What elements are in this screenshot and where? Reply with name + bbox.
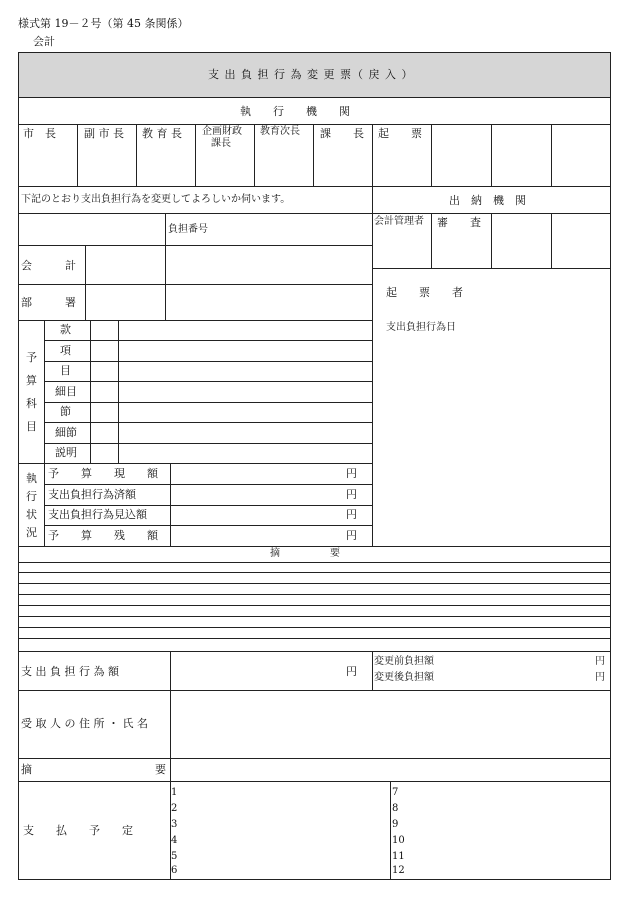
shicho-label: 市 長 [23,127,56,140]
henkogo-yen: 円 [595,672,605,683]
yen-unit-3: 円 [346,508,357,521]
yen-unit-2: 円 [346,488,357,501]
henkomae-yen: 円 [595,656,605,667]
busho-label: 部 署 [21,296,76,309]
fukushicho-label: 副 市 長 [84,127,124,140]
futan-mikomigaku-label: 支出負担行為見込額 [48,508,147,521]
moku-label: 目 [60,364,71,377]
kihyo-col-label: 起 票 [378,127,422,140]
kan-label: 款 [60,323,71,336]
futan-sumigaku-label: 支出負担行為済額 [48,488,136,501]
shinsa-label: 審 査 [437,216,481,229]
yen-unit-1: 円 [346,467,357,480]
tekiyo-right-char: 要 [155,763,166,776]
kacho-label: 課 長 [320,127,364,140]
shikko-char-4: 況 [26,526,37,539]
schedule-num-2: 2 [171,803,178,814]
kikaku-zaisei-label: 企画財政 [202,126,242,137]
schedule-num-10: 10 [392,835,405,846]
form-frame [18,52,611,880]
schedule-num-7: 7 [392,787,399,798]
yen-unit-4: 円 [346,529,357,542]
schedule-num-12: 12 [392,865,405,876]
shikko-char-3: 状 [26,508,37,521]
shikko-kikan-header: 執 行 機 関 [240,105,350,118]
henkomae-futangaku-label: 変更前負担額 [374,656,434,667]
schedule-num-5: 5 [171,851,178,862]
shikko-char-1: 執 [26,472,37,485]
uketorinin-label: 受 取 人 の 住 所 ・ 氏 名 [21,717,148,730]
schedule-num-9: 9 [392,819,399,830]
setsumei-label: 説明 [55,446,77,459]
schedule-num-8: 8 [392,803,399,814]
kihyosha-label: 起 票 者 [386,286,463,299]
futan-gaku-label: 支 出 負 担 行 為 額 [21,665,119,678]
suitou-kikan-header: 出 納 機 関 [449,194,526,207]
schedule-num-1: 1 [171,787,178,798]
futan-gaku-yen: 円 [346,665,357,678]
setsu-label: 節 [60,405,71,418]
yosan-char-3: 科 [26,397,37,410]
shikko-char-2: 行 [26,490,37,503]
futan-date-label: 支出負担行為日 [386,322,456,333]
schedule-num-6: 6 [171,865,178,876]
yosan-gengaku-label: 予 算 現 額 [48,467,158,480]
kaikei-label: 会 計 [21,259,76,272]
kaikei-kanrisha-label: 会計管理者 [374,216,424,227]
yosan-char-4: 目 [26,420,37,433]
kacho-sub-label: 課長 [211,138,231,149]
yosan-char-1: 予 [26,351,37,364]
kyoikucho-label: 教 育 長 [142,127,182,140]
kaikei-header: 会計 [33,35,55,48]
yosan-char-2: 算 [26,374,37,387]
kyoiku-jicho-label: 教育次長 [260,126,300,137]
saimoku-label: 細目 [55,385,77,398]
futan-bango-label: 負担番号 [168,224,208,235]
saisetsu-label: 細節 [55,426,77,439]
ko-label: 項 [60,344,71,357]
tekiyo-header: 摘 要 [270,548,340,559]
yosan-zangaku-label: 予 算 残 額 [48,529,158,542]
request-text: 下記のとおり支出負担行為を変更してよろしいか伺います。 [21,194,291,205]
tekiyo-left-char: 摘 [21,763,32,776]
schedule-num-3: 3 [171,819,178,830]
schedule-num-4: 4 [171,835,178,846]
form-title: 支 出 負 担 行 為 変 更 票（ 戻 入 ） [208,68,414,81]
shiharai-yotei-label: 支 払 予 定 [23,824,133,837]
schedule-num-11: 11 [392,851,405,862]
form-number: 様式第 19－２号（第 45 条関係） [18,17,189,30]
henkogo-futangaku-label: 変更後負担額 [374,672,434,683]
